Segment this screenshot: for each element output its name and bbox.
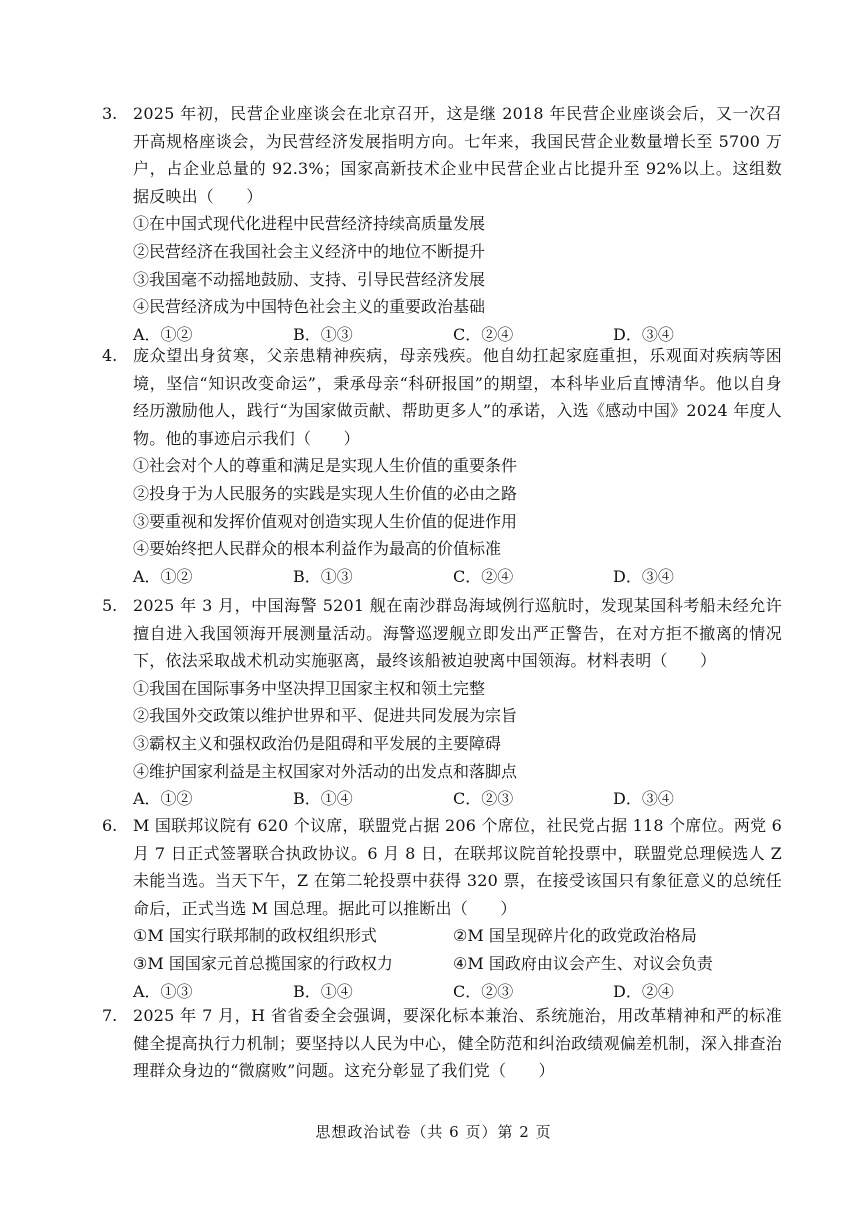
option-d: D．③④ [613, 789, 674, 809]
question-6 [102, 812, 782, 1005]
option-d: D．③④ [613, 566, 674, 586]
question-stem: 2025 年 7 月，H 省省委全会强调，要深化标本兼治、系统施治，用改革精神和严的标准健全提高执行力机制；要坚持以人民为中心，健全防范和纠治政绩观偏差机制，深入排查治理群众身边的“微腐败”问题。这充分彰显了我们党（ ） [133, 1006, 782, 1081]
answer-options [133, 563, 782, 591]
option-c: C．②④ [453, 566, 514, 586]
statement: ②投身于为人民服务的实践是实现人生价值的必由之路 [133, 483, 518, 503]
option-a: A．①② [133, 566, 193, 586]
page-footer: 思想政治试卷（共 6 页）第 2 页 [315, 1123, 552, 1141]
question-7 [102, 1002, 782, 1085]
statement: ④民营经济成为中国特色社会主义的重要政治基础 [133, 297, 486, 317]
statement: ②民营经济在我国社会主义经济中的地位不断提升 [133, 241, 486, 261]
option-c: C．②③ [453, 789, 514, 809]
statement: ②我国外交政策以维护世界和平、促进共同发展为宗旨 [133, 706, 518, 726]
statement: ④M 国政府由议会产生、对议会负责 [453, 953, 713, 973]
option-a: A．①② [133, 789, 193, 809]
option-b: B．①③ [293, 324, 353, 344]
option-d: D．③④ [613, 324, 674, 344]
question-stem: 2025 年初，民营企业座谈会在北京召开，这是继 2018 年民营企业座谈会后，又一次召开高规格座谈会，为民营经济发展指明方向。七年来，我国民营企业数量增长至 5700 万户，占企业总量的 92.3%；国家高新技术企业中民营企业占比提升至 92%以上。这组数据反映出（ ） [133, 104, 782, 206]
question-number: 6. [102, 816, 118, 835]
question-4 [102, 342, 782, 590]
question-stem: M 国联邦议院有 620 个议席，联盟党占据 206 个席位，社民党占据 118 个席位。两党 6 月 7 日正式签署联合执政协议。6 月 8 日，在联邦议院首轮投票中，联盟党总理候选人 Z 未能当选。当天下午，Z 在第二轮投票中获得 320 票，在接受该国只有象征意义的总统任命后，正式当选 M 国总理。据此可以推断出（ ） [133, 816, 782, 918]
option-b: B．①③ [293, 566, 353, 586]
statement: ③霸权主义和强权政治仍是阻碍和平发展的主要障碍 [133, 733, 502, 753]
option-b: B．①④ [293, 789, 353, 809]
question-stem: 庞众望出身贫寒，父亲患精神疾病，母亲残疾。他自幼扛起家庭重担，乐观面对疾病等困境，坚信“知识改变命运”，秉承母亲“科研报国”的期望，本科毕业后直博清华。他以自身经历激励他人，践行“为国家做贡献、帮助更多人”的承诺，入选《感动中国》2024 年度人物。他的事迹启示我们（ ） [133, 346, 782, 448]
question-number: 5. [102, 596, 118, 615]
statement: ①社会对个人的尊重和满足是实现人生价值的重要条件 [133, 456, 518, 476]
option-b: B．①④ [293, 981, 353, 1001]
question-3 [102, 100, 782, 348]
option-a: A．①③ [133, 981, 193, 1001]
statement-row [133, 950, 782, 978]
statement: ②M 国呈现碎片化的政党政治格局 [453, 926, 697, 946]
statement: ④维护国家利益是主权国家对外活动的出发点和落脚点 [133, 761, 518, 781]
option-c: C．②③ [453, 981, 514, 1001]
option-c: C．②④ [453, 324, 514, 344]
statement-row [133, 922, 782, 950]
statement: ④要始终把人民群众的根本利益作为最高的价值标准 [133, 539, 502, 559]
statement: ③要重视和发挥价值观对创造实现人生价值的促进作用 [133, 511, 518, 531]
answer-options [133, 785, 782, 813]
option-d: D．②④ [613, 981, 674, 1001]
statement: ①在中国式现代化进程中民营经济持续高质量发展 [133, 214, 486, 234]
option-a: A．①② [133, 324, 193, 344]
question-stem: 2025 年 3 月，中国海警 5201 舰在南沙群岛海域例行巡航时，发现某国科考船未经允许擅自进入我国领海开展测量活动。海警巡逻舰立即发出严正警告，在对方拒不撤离的情况下，依法采取战术机动实施驱离，最终该船被迫驶离中国领海。材料表明（ ） [133, 596, 782, 671]
question-number: 3. [102, 104, 118, 123]
question-number: 7. [102, 1006, 118, 1025]
statement: ①我国在国际事务中坚决捍卫国家主权和领土完整 [133, 678, 486, 698]
statement: ③M 国国家元首总揽国家的行政权力 [133, 953, 393, 973]
question-5 [102, 592, 782, 813]
statement: ③我国毫不动摇地鼓励、支持、引导民营经济发展 [133, 269, 486, 289]
statement: ①M 国实行联邦制的政权组织形式 [133, 926, 377, 946]
question-number: 4. [102, 346, 118, 365]
